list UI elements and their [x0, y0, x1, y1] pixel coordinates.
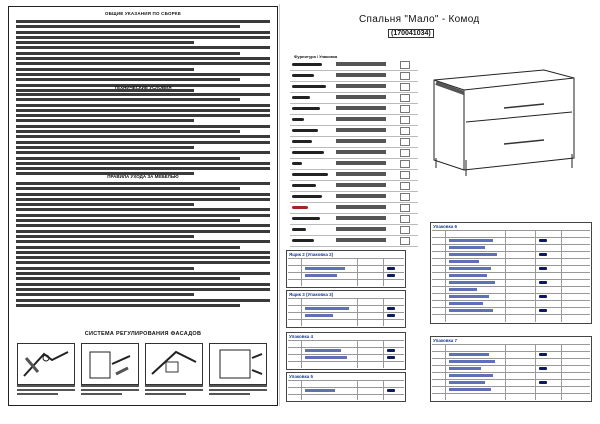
- packing-table-2-title: Ящик 2 (Упаковка 2): [289, 252, 334, 257]
- packing-table-4-title: Упаковка 4: [289, 334, 314, 339]
- general-instructions-title: ОБЩИЕ УКАЗАНИЯ ПО СБОРКЕ: [104, 11, 182, 16]
- care-rules-text: [16, 182, 270, 309]
- adjustment-caption-2: [81, 385, 139, 397]
- care-rules-heading: ПРАВИЛА УХОДА ЗА МЕБЕЛЬЮ: [107, 174, 179, 179]
- technical-conditions-text: [16, 93, 270, 178]
- packing-table-5-title: Упаковка 5: [289, 374, 314, 379]
- packing-table-3: [286, 290, 406, 328]
- packing-table-6: [430, 222, 592, 324]
- page-divider: [279, 4, 280, 406]
- packing-table-3-title: Ящик 3 (Упаковка 3): [289, 292, 334, 297]
- adjustment-illustration-4: [209, 343, 267, 385]
- adjustment-caption-4: [209, 385, 267, 397]
- product-title: Спальня "Мало" - Комод: [359, 14, 480, 25]
- packing-table-4: [286, 332, 406, 370]
- adjustment-caption-1: [17, 385, 75, 397]
- adjustment-illustration-2: [81, 343, 139, 385]
- dresser-drawing: [424, 50, 584, 180]
- general-instructions-page: [8, 6, 278, 406]
- packing-table-6-title: Упаковка 6: [433, 224, 458, 229]
- packing-list-page: [284, 6, 594, 404]
- product-code: (170041034): [388, 29, 434, 38]
- adjustment-illustration-1: [17, 343, 75, 385]
- general-text-block: [16, 20, 270, 94]
- adjustment-illustration-3: [145, 343, 203, 385]
- packing-table-5: [286, 372, 406, 402]
- technical-conditions-heading: ТЕХНИЧЕСКИЕ УСЛОВИЯ: [114, 85, 172, 90]
- adjustment-caption-3: [145, 385, 203, 397]
- packing-table-7: [430, 336, 592, 402]
- packing-table-7-title: Упаковка 7: [433, 338, 458, 343]
- parts-list-header: Фурнитура / Упаковка: [294, 54, 338, 59]
- packing-table-2: [286, 250, 406, 288]
- facade-adjustment-heading: СИСТЕМА РЕГУЛИРОВАНИЯ ФАСАДОВ: [84, 331, 202, 337]
- hardware-parts-list: [290, 52, 418, 252]
